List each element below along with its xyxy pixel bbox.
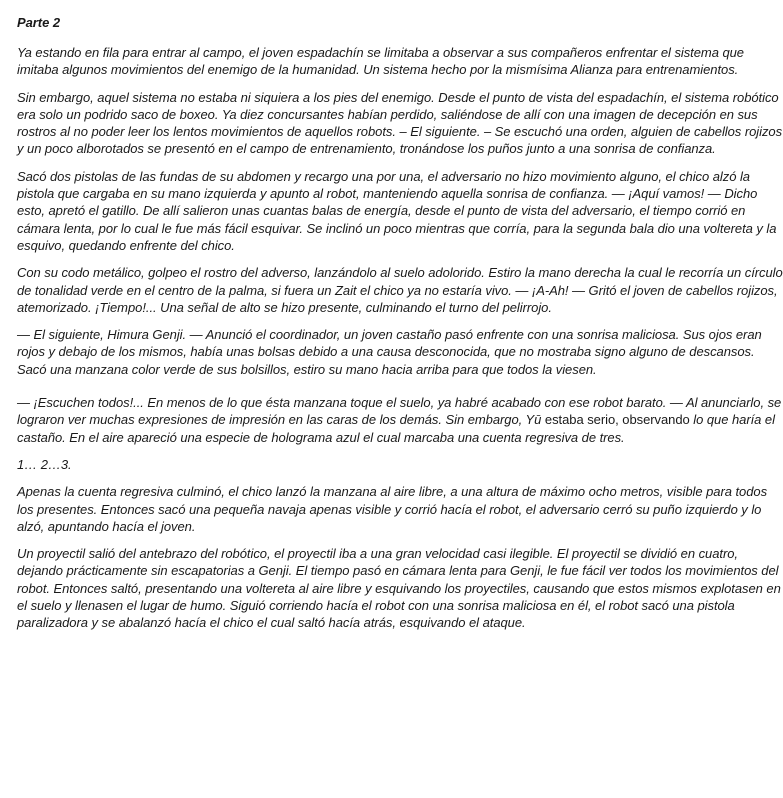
paragraph-6-upright-text: estaba serio, observando: [544, 412, 690, 428]
section-title: Parte 2: [17, 15, 61, 30]
paragraph-1: Ya estando en fila para entrar al campo, el joven espadachín se limitaba a observar a sus compañeros enfrentar el sistema que imitaba algunos movimientos del enemigo de la humanidad. Un sistema hecho por la mismísima Alianza para entrenamientos.: [17, 45, 744, 78]
paragraph-8: Apenas la cuenta regresiva culminó, el chico lanzó la manzana al aire libre, a una altura de máximo ocho metros, visible para todos los presentes. Entonces sacó una pequeña navaja apenas visible y corrió hacía el robot, el adversario cerró su puño izquierdo y lo alzó, apuntando hacía el joven.: [17, 484, 768, 534]
paragraph-9: Un proyectil salió del antebrazo del robótico, el proyectil iba a una gran velocidad casi ilegible. El proyectil se dividió en cuatro, dejando prácticamente sin escapatorias a Genji. El tiempo pasó en cámara lenta para Genji, le fue fácil ver todos los movimientos del robot. Entonces saltó, presentando una voltereta al aire libre y esquivando los proyectiles, causando que estos mismos explotasen en el suelo y llenasen el lugar de humo. Siguió corriendo hacía el robot con una sonrisa maliciosa en él, el robot sacó una pistola paralizadora y se abalanzó hacía el chico el cual saltó hacía atrás, esquivando el ataque.: [17, 546, 781, 631]
paragraph-2: Sin embargo, aquel sistema no estaba ni siquiera a los pies del enemigo. Desde el punto de vista del espadachín, el sistema robótico era solo un podrido saco de boxeo. Ya diez concursantes habían perdido, saliéndose de allí con una imagen de decepción en sus rostros al no poder leer los lentos movimientos de aquellos robots. – El siguiente. – Se escuchó una orden, alguien de cabellos rojizos y un poco alborotados se presentó en el campo de entrenamiento, tronándose los puños junto a una sonrisa de confianza.: [17, 89, 783, 157]
countdown-line: 1… 2…3.: [17, 456, 72, 472]
paragraph-3: Sacó dos pistolas de las fundas de su abdomen y recargo una por una, el adversario no hizo movimiento alguno, el chico alzó la pistola que cargaba en su mano izquierda y apunto al robot, manteniendo aquella sonrisa de confianza. — ¡Aquí vamos! — Dicho esto, apretó el gatillo. De allí salieron unas cuantas balas de energía, desde el punto de vista del adversario, el tiempo corrió en cámara lenta, por lo cual le fue más fácil esquivar. Se inclinó un poco mientras que corría, para la segunda bala dio una voltereta y la esquivo, quedando enfrente del chico.: [17, 168, 777, 253]
paragraph-5: — El siguiente, Himura Genji. — Anunció el coordinador, un joven castaño pasó enfrente con una sonrisa maliciosa. Sus ojos eran rojos y debajo de los mismos, había unas bolsas debido a una causa desconocida, que no mostraba signo alguno de descansos. Sacó una manzana color verde de sus bolsillos, estiro su mano hacia arriba para que todos la viesen.: [17, 327, 762, 377]
document-page: [17, 14, 783, 642]
paragraph-6-text-b: lo que haría el castaño. En el aire apareció una especie de holograma azul el cual marcaba una cuenta regresiva de tres.: [17, 412, 775, 445]
paragraph-4: Con su codo metálico, golpeo el rostro del adverso, lanzándolo al suelo adolorido. Estiro la mano derecha la cual le recorría un círculo de tonalidad verde en el centro de la palma, si fuera un Zait el chico ya no estaría vivo. — ¡A-Ah! — Gritó el joven de cabellos rojizos, atemorizado. ¡Tiempo!... Una señal de alto se hizo presente, culminando el turno del pelirrojo.: [17, 265, 783, 315]
paragraph-6-text-a: — ¡Escuchen todos!... En menos de lo que ésta manzana toque el suelo, ya habré acabado con ese robot barato. — Al anunciarlo, se lograron ver muchas expresiones de impresión en las caras de los demás. Sin embargo, Yū: [17, 395, 782, 428]
paragraph-6: [17, 394, 783, 446]
